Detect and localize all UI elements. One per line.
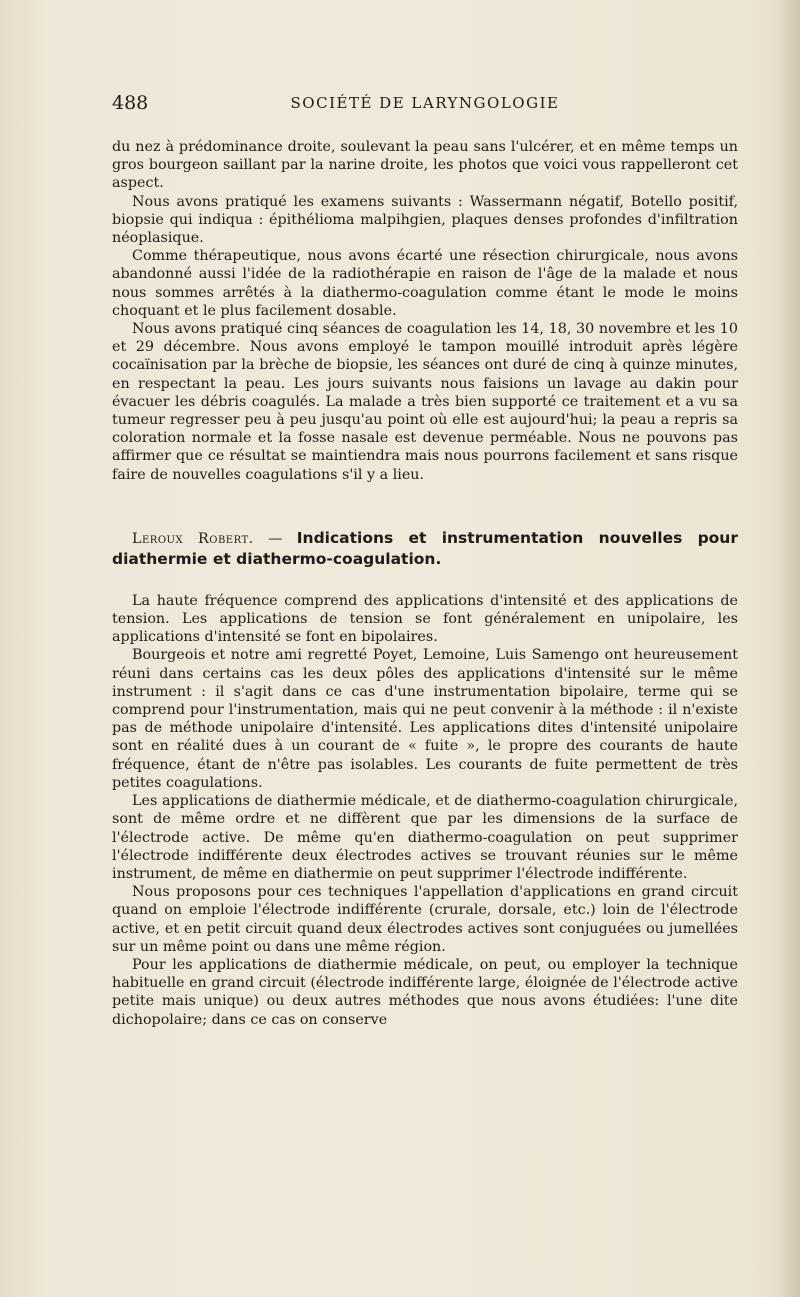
paragraph: Nous avons pratiqué cinq séances de coagulation les 14, 18, 30 novembre et les 10 et 29 décembre. Nous avons employé le tampon mouillé introduit après légère cocaïnisation par la brèche de biopsie, les séances ont duré de cinq à quinze minutes, en respectant la peau. Les jours suivants nous faisions un lavage au dakin pour évacuer les débris coagulés. La malade a très bien supporté ce traitement et a vu sa tumeur regresser peu à peu jusqu'au point où elle est aujourd'hui; la peau a repris sa coloration normale et la fosse nasale est devenue perméable. Nous ne pouvons pas affirmer que ce résultat se maintiendra mais nous pourrons facilement et sans risque faire de nouvelles coagulations s'il y a lieu.: [112, 321, 738, 483]
page-edge-shadow: [778, 0, 800, 1297]
page-header: [112, 92, 738, 120]
page-number: 488: [112, 92, 149, 114]
paragraph: Bourgeois et notre ami regretté Poyet, Lemoine, Luis Samengo ont heureusement réuni dans certains cas les deux pôles des applications d'intensité sur le même instrument : il s'agit dans ce cas d'une instrumentation bipolaire, terme qui se comprend pour l'instrumentation, mais qui ne peut convenir à la méthode : il n'existe pas de méthode unipolaire d'intensité. Les applications dites d'intensité unipolaire sont en réalité dues à un courant de « fuite », le propre des courants de haute fréquence, étant de n'être pas isolables. Les courants de fuite permettent de très petites coagulations.: [112, 647, 738, 791]
article-author: Leroux Robert.: [132, 530, 254, 547]
paragraph: du nez à prédominance droite, soulevant la peau sans l'ulcérer, et en même temps un gros bourgeon saillant par la narine droite, les photos que voici vous rappelleront cet aspect.: [112, 139, 738, 192]
paragraph: Nous proposons pour ces techniques l'appellation d'applications en grand circuit quand on emploie l'électrode indifférente (crurale, dorsale, etc.) loin de l'électrode active, et en petit circuit quand deux électrodes actives sont conjuguées ou jumellées sur un même point ou dans une même région.: [112, 884, 738, 955]
article-heading: [112, 528, 738, 570]
running-title: SOCIÉTÉ DE LARYNGOLOGIE: [290, 94, 560, 112]
body-text: [112, 138, 738, 1029]
paragraph: Pour les applications de diathermie médicale, on peut, ou employer la technique habituelle en grand circuit (électrode indifférente large, éloignée de l'électrode active petite mais unique) ou deux autres méthodes que nous avons étudiées: l'une dite dichopolaire; dans ce cas on conserve: [112, 956, 738, 1028]
heading-separator: —: [253, 530, 297, 547]
article-title: Indications et instrumentation nouvelles pour diathermie et diathermo-coagulation.: [112, 528, 738, 568]
paragraph: Les applications de diathermie médicale, et de diathermo-coagulation chirurgicale, sont de même ordre et ne diffèrent que par les dimensions de la surface de l'électrode active. De même qu'en diathermo-coagulation on peut supprimer l'électrode indifférente deux électrodes actives se trouvant réunies sur le même instrument, de même en diathermie on peut supprimer l'électrode indifférente.: [112, 793, 738, 882]
paragraph: Comme thérapeutique, nous avons écarté une résection chirurgicale, nous avons abandonné aussi l'idée de la radiothérapie en raison de l'âge de la malade et nous nous sommes arrêtés à la diathermo-coagulation comme étant le mode le moins choquant et le plus facilement dosable.: [112, 248, 738, 319]
paragraph: Nous avons pratiqué les examens suivants : Wassermann négatif, Botello positif, biopsie qui indiqua : épithélioma malpihgien, plaques denses profondes d'infiltration néoplasique.: [112, 193, 738, 247]
paragraph: La haute fréquence comprend des applications d'intensité et des applications de tension. Les applications de tension se font généralement en unipolaire, les applications d'intensité se font en bipolaires.: [112, 592, 738, 646]
